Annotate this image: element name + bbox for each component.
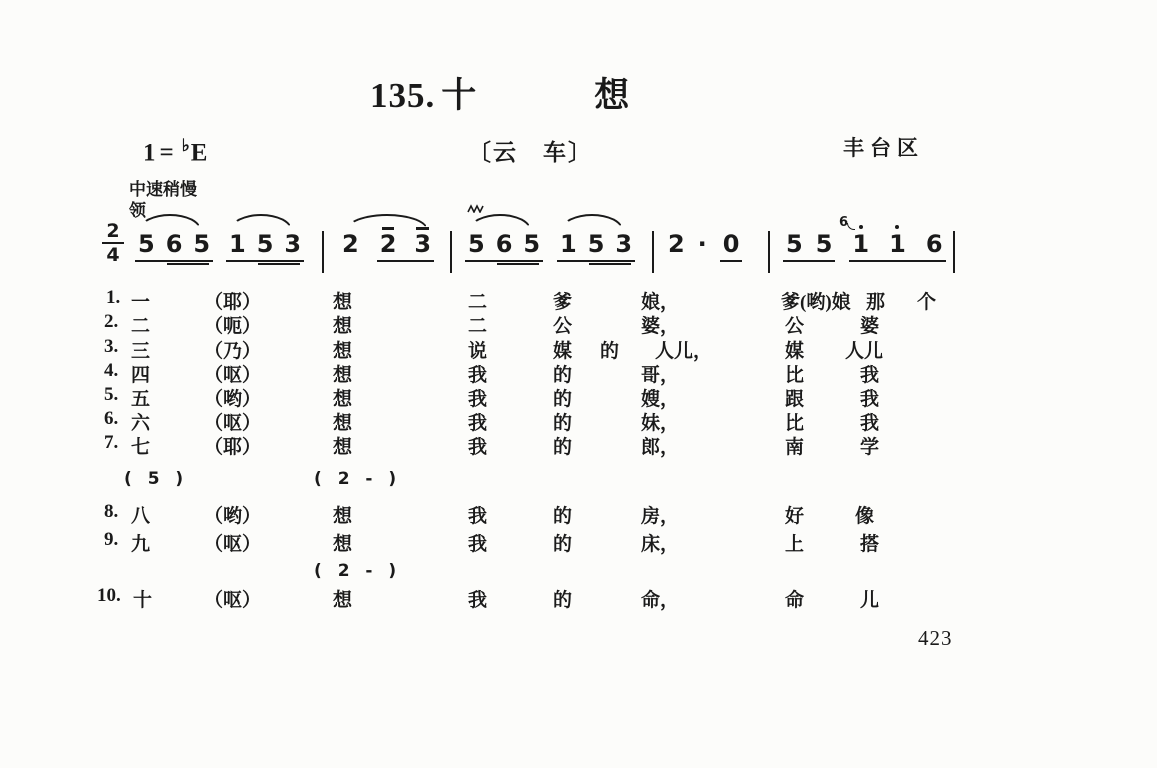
lyric-syllable: 命 [785, 590, 805, 611]
lyric-syllable: 人儿， [655, 341, 713, 362]
lyric-syllable: 哥， [641, 365, 680, 386]
lyric-syllable: 公 [785, 316, 805, 337]
note: 1 [560, 230, 577, 258]
barline [768, 231, 770, 273]
lyric-syllable: 命， [641, 590, 680, 611]
lyric-syllable: 媒 [553, 341, 573, 362]
lyric-syllable: 床， [641, 534, 680, 555]
lyric-syllable: （哟） [204, 389, 262, 410]
lyric-syllable: （呕） [204, 590, 262, 611]
lyric-syllable: 郎， [641, 437, 680, 458]
tempo-marking: 中速稍慢 [129, 180, 197, 199]
music-cue: ( 2 - ) [314, 469, 402, 489]
lyric-syllable: （呕） [204, 534, 262, 555]
lyric-syllable: 的 [553, 437, 573, 458]
lyric-syllable: 6. [104, 408, 119, 429]
lyric-syllable: 我 [860, 413, 880, 434]
lyric-syllable: 说 [468, 341, 488, 362]
lyric-syllable: 想 [333, 590, 353, 611]
key-signature [143, 136, 207, 167]
measure-1-group-2 [226, 231, 304, 262]
note: 6 [925, 230, 943, 258]
grace-note [839, 211, 855, 230]
lyric-row [0, 501, 1157, 525]
time-signature-numerator: 2 [106, 220, 120, 242]
end-barline [953, 231, 955, 273]
lyric-syllable: 六 [131, 413, 151, 434]
lyric-syllable: （呕） [204, 413, 262, 434]
lyric-syllable: 4. [104, 360, 119, 381]
lyric-syllable: 10. [97, 585, 121, 606]
lyric-row [0, 311, 1157, 335]
note: 3 [615, 230, 633, 258]
time-signature [101, 221, 125, 265]
lyric-syllable: 娘， [641, 292, 680, 313]
tune-name: 〔云 车〕 [468, 140, 593, 165]
lyric-syllable: 想 [333, 389, 353, 410]
lyric-row [0, 287, 1157, 311]
lyric-syllable: 二 [131, 316, 151, 337]
key-letter: E [190, 139, 208, 167]
title-word-2: 想 [594, 76, 630, 115]
lyric-syllable: 二 [468, 316, 488, 337]
lyric-syllable: 三 [131, 341, 151, 362]
time-signature-denominator: 4 [106, 244, 120, 266]
lyric-syllable: 我 [860, 365, 880, 386]
note: 5 [587, 230, 605, 258]
song-number: 135. [370, 76, 436, 115]
lyric-syllable: 二 [468, 292, 488, 313]
lyric-syllable: 想 [333, 534, 353, 555]
lyric-syllable: 比 [785, 413, 805, 434]
lyric-row [0, 384, 1157, 408]
lyric-syllable: 五 [131, 389, 151, 410]
lyric-syllable: 7. [104, 432, 119, 453]
lyric-row [0, 585, 1157, 609]
lyric-syllable: 我 [468, 389, 488, 410]
lyric-syllable: 婆 [860, 316, 880, 337]
lyric-syllable: 妹， [641, 413, 680, 434]
lyric-syllable: 儿 [860, 590, 880, 611]
music-cue: ( 2 - ) [314, 561, 402, 581]
rest-note: 0 [722, 230, 740, 258]
lyric-syllable: 的 [553, 389, 573, 410]
lyric-syllable: （哟） [204, 506, 262, 527]
lyric-syllable: 想 [333, 341, 353, 362]
lyric-syllable: 我 [468, 437, 488, 458]
note: 3 [284, 230, 302, 258]
song-title [370, 68, 629, 118]
lyric-syllable: 的 [553, 534, 573, 555]
lyric-syllable: 的 [553, 365, 573, 386]
measure-1-group-1 [135, 231, 213, 262]
music-cue-line [0, 469, 1157, 493]
lyric-row [0, 432, 1157, 456]
note: 5 [523, 230, 541, 258]
note-with-overline: 3 [414, 230, 432, 258]
music-cue: ( 5 ) [124, 469, 189, 489]
barline [450, 231, 452, 273]
slur [469, 214, 531, 230]
augmentation-dot: · [697, 230, 707, 258]
lyric-syllable: 比 [785, 365, 805, 386]
note: 5 [786, 230, 803, 258]
lyric-syllable: 我 [860, 389, 880, 410]
lyric-syllable: 人儿 [845, 341, 884, 362]
lyric-syllable: 个 [917, 292, 937, 313]
lyric-syllable: 3. [104, 336, 119, 357]
lyric-syllable: 爹 [553, 292, 573, 313]
lyric-syllable: 搭 [860, 534, 880, 555]
lyric-syllable: 我 [468, 590, 488, 611]
region-label: 丰台区 [843, 136, 924, 160]
lyric-syllable: （呕） [204, 365, 262, 386]
lyric-syllable: 八 [131, 506, 151, 527]
lyric-syllable: 学 [860, 437, 880, 458]
lyric-syllable: （呃） [204, 316, 262, 337]
lyric-syllable: 想 [333, 437, 353, 458]
slur [230, 214, 292, 230]
lyric-syllable: 七 [131, 437, 151, 458]
lyric-syllable: 南 [785, 437, 805, 458]
lyric-syllable: 的 [553, 590, 573, 611]
lyric-syllable: 9. [104, 529, 119, 550]
page-number: 423 [918, 626, 953, 650]
note: 5 [256, 230, 274, 258]
lyric-syllable: 我 [468, 365, 488, 386]
lyric-syllable: 十 [133, 590, 153, 611]
note: 5 [138, 230, 155, 258]
note: 1 [229, 230, 246, 258]
lyric-syllable: （耶） [204, 292, 262, 313]
key-do: 1 [143, 139, 156, 167]
measure-4 [668, 231, 742, 262]
lyric-syllable: 想 [333, 316, 353, 337]
note: 6 [495, 230, 513, 258]
lyric-syllable: 上 [785, 534, 805, 555]
note-high-octave: 1 [852, 230, 870, 258]
lyric-syllable: 跟 [785, 389, 805, 410]
lyric-syllable: 九 [131, 534, 151, 555]
lyric-syllable: 我 [468, 413, 488, 434]
lyric-syllable: 婆， [641, 316, 680, 337]
lyric-syllable: 爹(哟)娘 [781, 292, 851, 313]
tremolo-ornament-icon [467, 204, 487, 213]
lyric-row [0, 529, 1157, 553]
lyric-syllable: 我 [468, 534, 488, 555]
measure-3-group-2 [557, 231, 635, 262]
lyric-syllable: 的 [553, 413, 573, 434]
note: 2 [342, 230, 359, 258]
lyric-row [0, 336, 1157, 360]
note-with-overline: 2 [379, 230, 397, 258]
note: 2 [668, 230, 685, 258]
lyric-syllable: 的 [553, 506, 573, 527]
note: 6 [165, 230, 183, 258]
lyric-syllable: 1. [106, 287, 121, 308]
lyric-syllable: 一 [131, 292, 151, 313]
lyric-syllable: 嫂， [641, 389, 680, 410]
key-equals: = [159, 139, 174, 167]
lyric-syllable: 公 [553, 316, 573, 337]
lyric-syllable: 我 [468, 506, 488, 527]
note-high-octave: 1 [889, 230, 906, 258]
measure-2 [342, 231, 434, 262]
barline [652, 231, 654, 273]
lyric-syllable: 想 [333, 413, 353, 434]
lyric-syllable: 媒 [785, 341, 805, 362]
lyric-syllable: 像 [855, 506, 875, 527]
note: 5 [815, 230, 833, 258]
lyric-syllable: 8. [104, 501, 119, 522]
grace-note-tail [847, 223, 855, 230]
lyric-syllable: 四 [131, 365, 151, 386]
flat-sign: ♭ [181, 136, 190, 155]
lyric-syllable: 2. [104, 311, 119, 332]
lyric-row [0, 408, 1157, 432]
title-word-1: 十 [441, 76, 477, 115]
measure-3-group-1 [465, 231, 543, 262]
lyric-row [0, 360, 1157, 384]
note: 5 [193, 230, 211, 258]
lyric-syllable: 想 [333, 292, 353, 313]
lead-marking: 领 [129, 201, 146, 220]
slur [139, 214, 201, 230]
music-notation-line [0, 215, 1157, 288]
lyric-syllable: （耶） [204, 437, 262, 458]
grace-note-pitch: 6 [839, 215, 849, 230]
note: 5 [468, 230, 485, 258]
lyric-syllable: 5. [104, 384, 119, 405]
music-cue-line [0, 561, 1157, 585]
measure-5 [783, 215, 946, 262]
barline [322, 231, 324, 273]
slur [561, 214, 623, 230]
lyric-syllable: 的 [600, 341, 620, 362]
lyric-syllable: 那 [866, 292, 886, 313]
lyric-syllable: 想 [333, 365, 353, 386]
lyric-syllable: 好 [785, 506, 805, 527]
lyric-syllable: 房， [641, 506, 680, 527]
lyric-syllable: 想 [333, 506, 353, 527]
lyric-syllable: （乃） [204, 341, 262, 362]
